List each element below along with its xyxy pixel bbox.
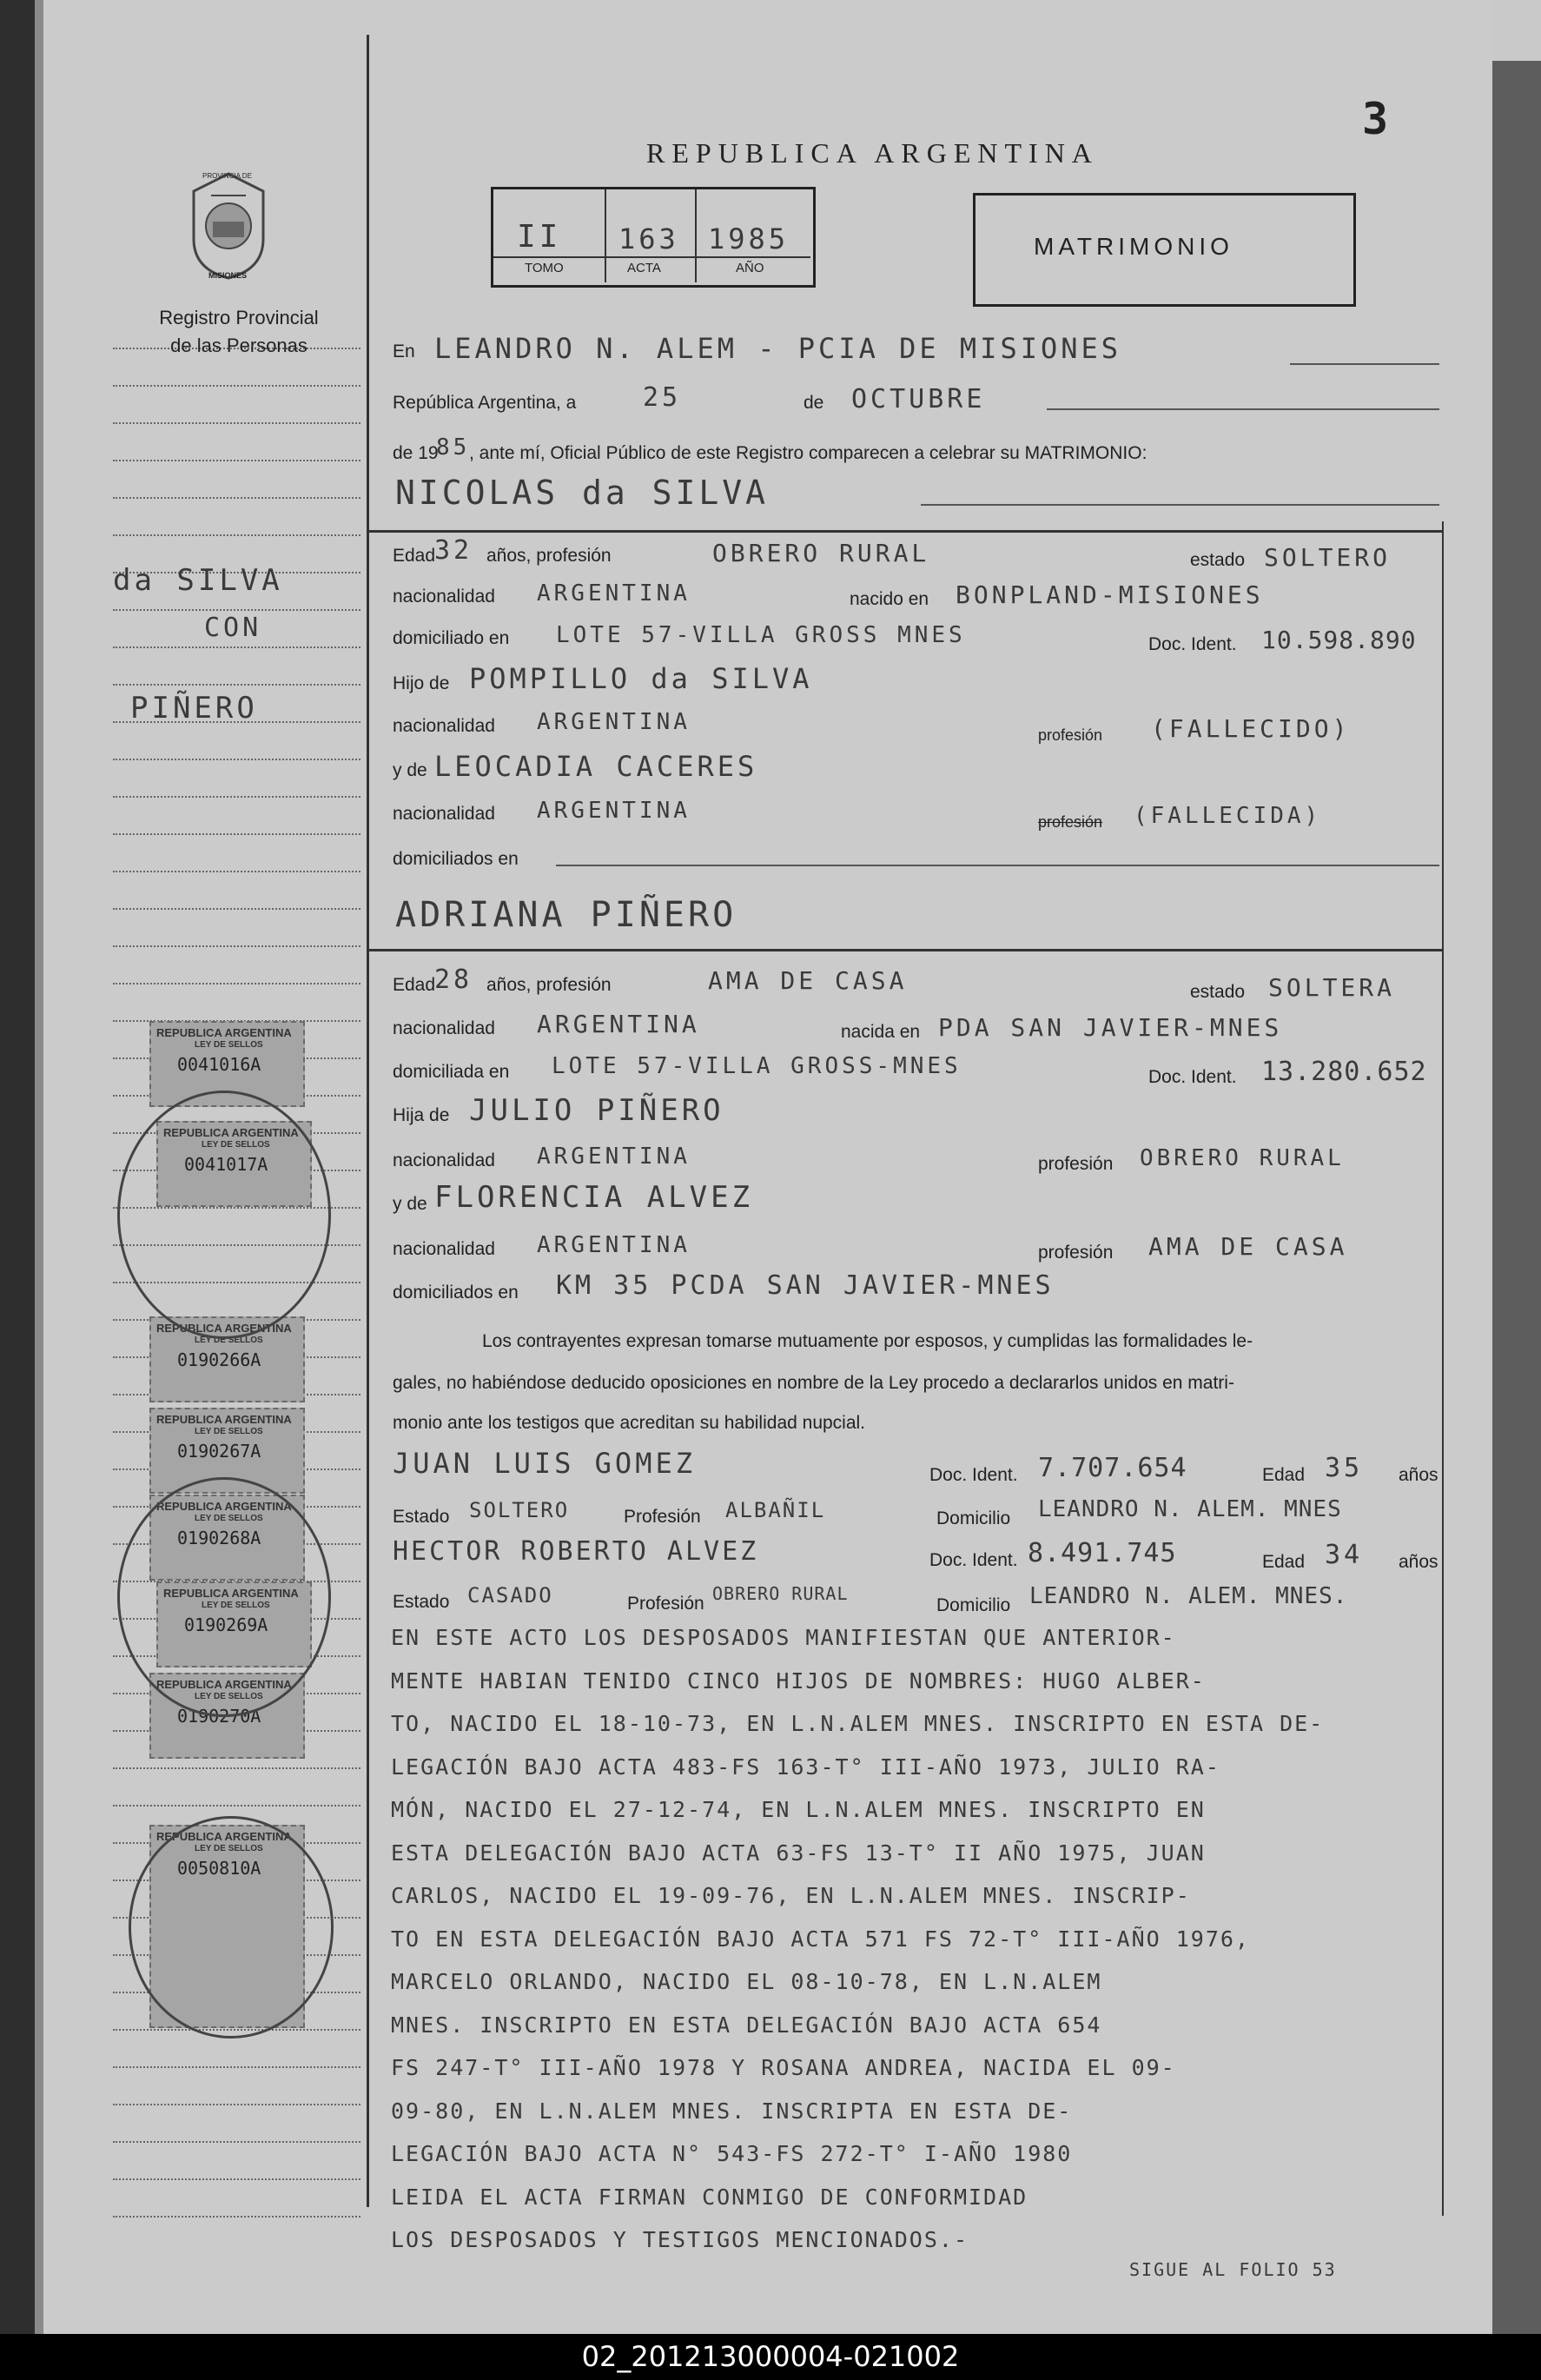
acta-divider (695, 189, 697, 282)
bride-dom-label: domiciliada en (393, 1062, 510, 1082)
groom-padre-nac: ARGENTINA (537, 709, 691, 735)
stamp-title: REPUBLICA ARGENTINA (156, 1026, 292, 1039)
stamp-subtitle: LEY DE SELLOS (195, 1427, 263, 1436)
groom-doc: 10.598.890 (1261, 626, 1417, 654)
notes-line: 09-80, EN L.N.ALEM MNES. INSCRIPTA EN ESTA DE- (391, 2098, 1073, 2124)
place-rule (1290, 363, 1439, 365)
groom-estado-label: estado (1190, 550, 1246, 570)
witness1-name: JUAN LUIS GOMEZ (393, 1447, 696, 1480)
margin-dotted-rule (113, 833, 360, 835)
groom-profesion: OBRERO RURAL (712, 539, 930, 567)
margin-dotted-rule (113, 460, 360, 461)
tomo-label: TOMO (525, 261, 564, 275)
margin-bride: PIÑERO (130, 691, 258, 726)
page-right-border (1442, 521, 1444, 2216)
stamp-number: 0190268A (177, 1528, 261, 1548)
bride-name: ADRIANA PIÑERO (395, 895, 737, 935)
witness2-name: HECTOR ROBERTO ALVEZ (393, 1536, 759, 1567)
de-label: de (804, 393, 824, 413)
groom-domicilio: LOTE 57-VILLA GROSS MNES (556, 622, 966, 648)
bride-hija-label: Hija de (393, 1105, 450, 1125)
notes-line: FS 247-T° III-AÑO 1978 Y ROSANA ANDREA, NACIDA EL 09- (391, 2055, 1176, 2080)
book-binding-edge (35, 0, 43, 2334)
stamp-number: 0190266A (177, 1349, 261, 1370)
notes-line: LOS DESPOSADOS Y TESTIGOS MENCIONADOS.- (391, 2227, 969, 2252)
stamp-number: 0190269A (184, 1614, 268, 1635)
bride-doc: 13.280.652 (1261, 1057, 1427, 1087)
stamp-number: 0041016A (177, 1054, 261, 1075)
margin-dotted-rule (113, 422, 360, 424)
page-number: 3 (1362, 94, 1392, 144)
margin-dotted-rule (113, 2104, 360, 2105)
bride-nacionalidad: ARGENTINA (537, 1010, 700, 1038)
margin-dotted-rule (113, 796, 360, 798)
witness1-estado-label: Estado (393, 1507, 450, 1527)
acta-value: 163 (618, 222, 679, 255)
stamp-title: REPUBLICA ARGENTINA (156, 1413, 292, 1426)
bride-nacida: PDA SAN JAVIER-MNES (938, 1013, 1283, 1042)
notes-line: MÓN, NACIDO EL 27-12-74, EN L.N.ALEM MNES. INSCRIPTO EN (391, 1797, 1206, 1822)
notes-line: LEIDA EL ACTA FIRMAN CONMIGO DE CONFORMIDAD (391, 2184, 1028, 2210)
groom-madre: LEOCADIA CACERES (434, 750, 758, 783)
page-edge (1492, 61, 1541, 2334)
stamp-title: REPUBLICA ARGENTINA (156, 1322, 292, 1335)
groom-section-rule (368, 530, 1442, 533)
groom-doc-label: Doc. Ident. (1148, 634, 1237, 654)
groom-padre: POMPILLO da SILVA (469, 662, 813, 695)
groom-nac-label: nacionalidad (393, 587, 495, 607)
notes-line: TO, NACIDO EL 18-10-73, EN L.N.ALEM MNES. INSCRIPTO EN ESTA DE- (391, 1711, 1325, 1736)
margin-dotted-rule (113, 534, 360, 536)
anio-label: AÑO (736, 261, 764, 275)
sigue-al-folio: SIGUE AL FOLIO 53 (1129, 2259, 1337, 2280)
bride-padres-dom: KM 35 PCDA SAN JAVIER-MNES (556, 1270, 1055, 1301)
stamp-number: 0190267A (177, 1441, 261, 1462)
margin-dotted-rule (113, 609, 360, 611)
stamp-title: REPUBLICA ARGENTINA (163, 1587, 299, 1600)
statement-line-2: gales, no habiéndose deducido oposiciones en nombre de la Ley procedo a declararlos unidos en matri- (393, 1373, 1234, 1393)
notes-line: EN ESTE ACTO LOS DESPOSADOS MANIFIESTAN QUE ANTERIOR- (391, 1625, 1176, 1650)
witness2-anios: años (1399, 1552, 1438, 1572)
notes-line: MARCELO ORLANDO, NACIDO EL 08-10-78, EN L.N.ALEM (391, 1969, 1102, 1994)
bride-padre-prof: OBRERO RURAL (1140, 1145, 1345, 1171)
witness1-domicilio: LEANDRO N. ALEM. MNES (1038, 1496, 1342, 1522)
crest-top-text: PROVINCIA DE (202, 172, 252, 180)
groom-nacionalidad: ARGENTINA (537, 580, 691, 607)
margin-dotted-rule (113, 1805, 360, 1807)
witness1-doc-label: Doc. Ident. (929, 1465, 1018, 1485)
bride-estado-label: estado (1190, 982, 1246, 1002)
statement-line-3: monio ante los testigos que acreditan su habilidad nupcial. (393, 1413, 866, 1433)
stamp-subtitle: LEY DE SELLOS (195, 1844, 263, 1853)
groom-padre-prof: (FALLECIDO) (1151, 714, 1351, 743)
witness1-doc: 7.707.654 (1038, 1453, 1187, 1483)
witness2-domicilio: LEANDRO N. ALEM. MNES. (1029, 1583, 1348, 1609)
witness2-estado-label: Estado (393, 1592, 450, 1612)
tomo-value: II (517, 219, 562, 255)
groom-name: NICOLAS da SILVA (395, 474, 770, 512)
stamp-title: REPUBLICA ARGENTINA (163, 1126, 299, 1139)
bride-padre-nac-label: nacionalidad (393, 1150, 495, 1170)
groom-padre-nac-label: nacionalidad (393, 716, 495, 736)
seal-2 (117, 1477, 331, 1717)
witness1-edad: 35 (1325, 1453, 1364, 1483)
witness2-prof-label: Profesión (627, 1594, 704, 1614)
witness1-estado: SOLTERO (469, 1498, 570, 1522)
margin-dotted-rule (113, 1767, 360, 1769)
margin-groom: da SILVA (113, 563, 283, 598)
groom-dom-label: domiciliado en (393, 628, 510, 648)
bride-padre-nac: ARGENTINA (537, 1144, 691, 1170)
stamp-number: 0190270A (177, 1706, 261, 1727)
margin-con: CON (204, 613, 262, 643)
seal-1 (117, 1091, 331, 1339)
bride-madre-prof-label: profesión (1038, 1243, 1114, 1263)
bride-madre-nac: ARGENTINA (537, 1232, 691, 1258)
bride-padre-prof-label: profesión (1038, 1154, 1114, 1174)
bride-section-rule (368, 949, 1442, 951)
witness1-edad-label: Edad (1262, 1465, 1306, 1485)
bride-nacida-label: nacida en (841, 1022, 921, 1042)
bride-profesion: AMA DE CASA (708, 966, 908, 995)
groom-madre-nac-label: nacionalidad (393, 804, 495, 824)
stamp-subtitle: LEY DE SELLOS (195, 1692, 263, 1701)
bride-nac-label: nacionalidad (393, 1018, 495, 1038)
notes-line: LEGACIÓN BAJO ACTA N° 543-FS 272-T° I-AÑO 1980 (391, 2141, 1073, 2166)
margin-dotted-rule (113, 684, 360, 686)
witness1-anios: años (1399, 1465, 1438, 1485)
stamp-title: REPUBLICA ARGENTINA (156, 1678, 292, 1691)
bride-padres-dom-label: domiciliados en (393, 1283, 519, 1303)
groom-padre-prof-label: profesión (1038, 726, 1103, 744)
stamp-number: 0050810A (177, 1858, 261, 1879)
groom-nacido-label: nacido en (850, 589, 929, 609)
tomo-divider (605, 189, 606, 282)
groom-edad-label: Edad (393, 546, 436, 566)
witness1-profesion: ALBAÑIL (725, 1498, 826, 1522)
intro-text: , ante mí, Oficial Público de este Registro comparecen a celebrar su MATRIMONIO: (469, 443, 1147, 463)
footer-id: 02_201213000004-021002 (0, 2334, 1541, 2380)
tomo-label-rule (493, 256, 810, 258)
seal-3 (129, 1816, 334, 2039)
bride-madre-nac-label: nacionalidad (393, 1239, 495, 1259)
witness2-doc-label: Doc. Ident. (929, 1550, 1018, 1570)
registry-name: Registro Provincial de las Personas (159, 307, 319, 356)
crest-bottom-text: MISIONES (208, 271, 248, 280)
groom-name-rule (921, 504, 1439, 506)
groom-madre-nac: ARGENTINA (537, 798, 691, 824)
stamp-title: REPUBLICA ARGENTINA (156, 1500, 292, 1513)
year-prefix: de 19 (393, 443, 439, 463)
groom-nacido: BONPLAND-MISIONES (956, 580, 1264, 609)
margin-dotted-rule (113, 2141, 360, 2143)
margin-dotted-rule (113, 871, 360, 872)
provincial-crest-icon (185, 169, 272, 282)
bride-edad: 28 (434, 965, 473, 995)
groom-prof-label: años, profesión (486, 546, 612, 566)
margin-dotted-rule (113, 945, 360, 947)
margin-dotted-rule (113, 2178, 360, 2180)
stamp-subtitle: LEY DE SELLOS (202, 1140, 270, 1150)
notes-line: LEGACIÓN BAJO ACTA 483-FS 163-T° III-AÑO 1973, JULIO RA- (391, 1754, 1220, 1780)
stamp-subtitle: LEY DE SELLOS (202, 1601, 270, 1610)
notes-line: ESTA DELEGACIÓN BAJO ACTA 63-FS 13-T° II AÑO 1975, JUAN (391, 1840, 1206, 1866)
stamp-subtitle: LEY DE SELLOS (195, 1336, 263, 1345)
stamp-subtitle: LEY DE SELLOS (195, 1040, 263, 1050)
bride-madre-prof: AMA DE CASA (1148, 1232, 1348, 1261)
witness2-dom-label: Domicilio (936, 1595, 1011, 1615)
margin-dotted-rule (113, 2216, 360, 2218)
bride-madre-label: y de (393, 1194, 427, 1214)
en-label: En (393, 341, 415, 361)
margin-dotted-rule (113, 2066, 360, 2068)
doc-type: MATRIMONIO (1034, 233, 1233, 260)
witness2-profesion: OBRERO RURAL (712, 1583, 849, 1604)
bride-prof-label: años, profesión (486, 975, 612, 995)
witness1-dom-label: Domicilio (936, 1508, 1011, 1528)
witness1-prof-label: Profesión (624, 1507, 701, 1527)
bride-domicilio: LOTE 57-VILLA GROSS-MNES (552, 1053, 962, 1079)
witness2-estado: CASADO (467, 1583, 553, 1608)
intro-year: 85 (436, 434, 471, 461)
witness2-edad: 34 (1325, 1540, 1364, 1570)
groom-madre-prof-label: profesión (1038, 813, 1103, 831)
witness2-edad-label: Edad (1262, 1552, 1306, 1572)
margin-dotted-rule (113, 385, 360, 387)
bride-padre: JULIO PIÑERO (469, 1093, 724, 1128)
groom-padres-dom-rule (556, 865, 1439, 866)
statement-line-1: Los contrayentes expresan tomarse mutuamente por esposos, y cumplidas las formalidades le- (482, 1331, 1253, 1351)
notes-line: TO EN ESTA DELEGACIÓN BAJO ACTA 571 FS 72-T° III-AÑO 1976, (391, 1926, 1250, 1952)
margin-dotted-rule (113, 646, 360, 648)
margin-dotted-rule (113, 497, 360, 499)
bride-doc-label: Doc. Ident. (1148, 1067, 1237, 1087)
groom-hijo-label: Hijo de (393, 673, 450, 693)
witness2-doc: 8.491.745 (1028, 1538, 1177, 1568)
notes-line: CARLOS, NACIDO EL 19-09-76, EN L.N.ALEM MNES. INSCRIP- (391, 1883, 1191, 1908)
stamp-subtitle: LEY DE SELLOS (195, 1514, 263, 1523)
bride-estado: SOLTERA (1268, 973, 1396, 1002)
place: LEANDRO N. ALEM - PCIA DE MISIONES (434, 332, 1122, 365)
country-title: REPUBLICA ARGENTINA (646, 137, 1099, 169)
groom-estado: SOLTERO (1264, 543, 1392, 572)
notes-line: MNES. INSCRIPTO EN ESTA DELEGACIÓN BAJO ACTA 654 (391, 2012, 1102, 2038)
margin-dotted-rule (113, 983, 360, 984)
margin-divider (367, 35, 369, 2207)
month-rule (1047, 408, 1439, 410)
notes-line: MENTE HABIAN TENIDO CINCO HIJOS DE NOMBRES: HUGO ALBER- (391, 1667, 1206, 1694)
anio-value: 1985 (708, 222, 790, 255)
intro-day: 25 (643, 382, 682, 413)
groom-padres-dom-label: domiciliados en (393, 849, 519, 869)
margin-dotted-rule (113, 759, 360, 760)
groom-edad: 32 (434, 535, 473, 566)
acta-label: ACTA (627, 261, 661, 275)
stamp-number: 0041017A (184, 1154, 268, 1175)
bride-madre: FLORENCIA ALVEZ (434, 1180, 754, 1215)
intro-month: OCTUBRE (851, 384, 986, 414)
groom-madre-label: y de (393, 760, 427, 780)
book-binding (0, 0, 35, 2334)
margin-dotted-rule (113, 908, 360, 910)
bride-edad-label: Edad (393, 975, 436, 995)
rep-label: República Argentina, a (393, 393, 577, 413)
stamp-title: REPUBLICA ARGENTINA (156, 1830, 292, 1843)
groom-madre-prof: (FALLECIDA) (1134, 803, 1322, 829)
